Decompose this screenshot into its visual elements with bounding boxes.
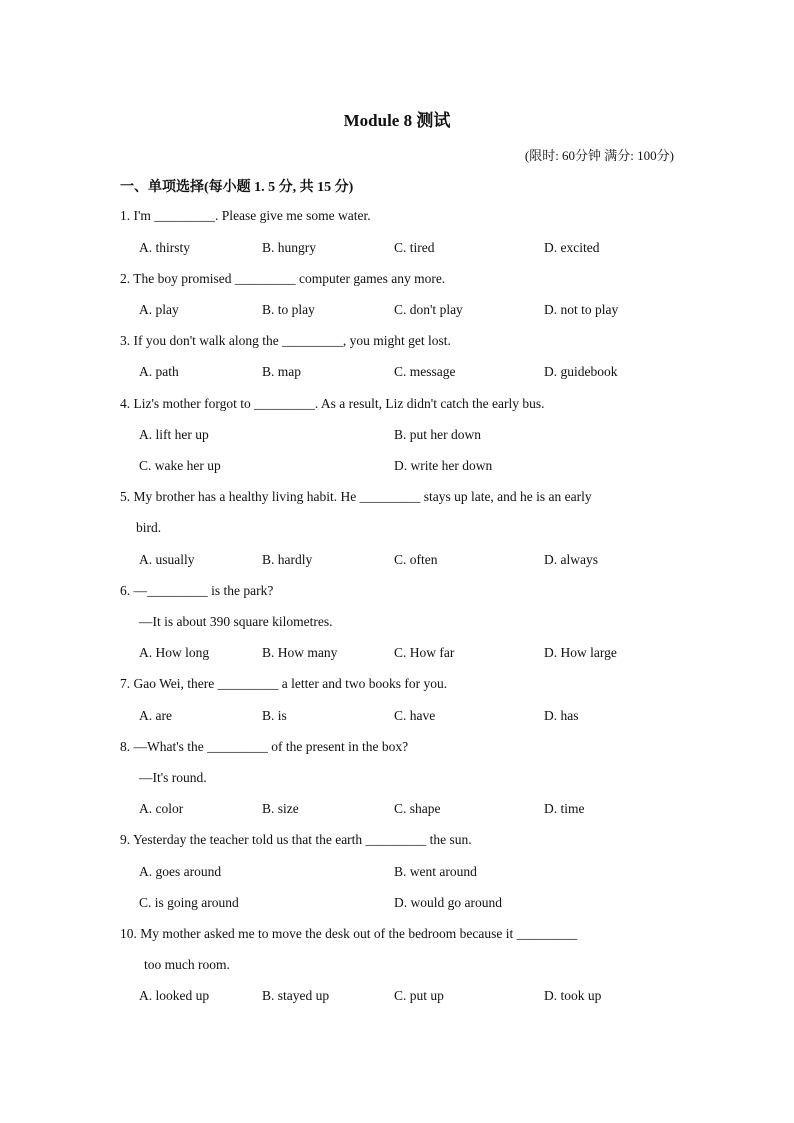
question-5-option-d: D. always [544, 552, 598, 567]
question-6-option-d: D. How large [544, 645, 617, 660]
question-6-reply: —It is about 390 square kilometres. [139, 614, 333, 629]
question-8-reply: —It's round. [139, 770, 207, 785]
question-3-stem: 3. If you don't walk along the _________, you might get lost. [120, 333, 451, 348]
question-8-option-c: C. shape [394, 801, 441, 816]
question-5-option-b: B. hardly [262, 552, 313, 567]
question-5-option-a: A. usually [139, 552, 195, 567]
question-2-option-b: B. to play [262, 302, 315, 317]
question-1-option-a: A. thirsty [139, 240, 191, 255]
question-1-option-c: C. tired [394, 240, 435, 255]
question-7-option-b: B. is [262, 708, 287, 723]
section-heading: 一、单项选择(每小题 1. 5 分, 共 15 分) [120, 180, 354, 195]
question-3-option-d: D. guidebook [544, 364, 618, 379]
question-8-option-d: D. time [544, 801, 585, 816]
question-6-option-b: B. How many [262, 645, 338, 660]
question-9-stem: 9. Yesterday the teacher told us that the earth _________ the sun. [120, 832, 472, 847]
question-2-stem: 2. The boy promised _________ computer games any more. [120, 271, 446, 286]
question-7-option-a: A. are [139, 708, 172, 723]
question-8-option-b: B. size [262, 801, 299, 816]
question-10-option-a: A. looked up [139, 988, 210, 1003]
question-4-option-a: A. lift her up [139, 427, 209, 442]
question-1-option-d: D. excited [544, 240, 600, 255]
question-9-option-d: D. would go around [394, 895, 502, 910]
question-5-stem-continued: bird. [136, 520, 162, 535]
question-7-option-c: C. have [394, 708, 436, 723]
question-9-option-b: B. went around [394, 864, 477, 879]
question-10-stem-continued: too much room. [144, 957, 230, 972]
question-2-option-d: D. not to play [544, 302, 619, 317]
question-1-option-b: B. hungry [262, 240, 316, 255]
question-6-stem: 6. —_________ is the park? [120, 583, 274, 598]
question-6-option-a: A. How long [139, 645, 210, 660]
question-8-option-a: A. color [139, 801, 184, 816]
question-2-option-a: A. play [139, 302, 179, 317]
question-8-stem: 8. —What's the _________ of the present in the box? [120, 739, 409, 754]
question-3-option-c: C. message [394, 364, 456, 379]
question-10-stem: 10. My mother asked me to move the desk out of the bedroom because it _________ [120, 926, 578, 941]
question-2-option-c: C. don't play [394, 302, 463, 317]
question-3-option-a: A. path [139, 364, 179, 379]
question-5-stem: 5. My brother has a healthy living habit. He _________ stays up late, and he is an early [120, 489, 592, 504]
question-3-option-b: B. map [262, 364, 301, 379]
page-title: Module 8 测试 [343, 111, 451, 130]
question-7-stem: 7. Gao Wei, there _________ a letter and two books for you. [120, 676, 448, 691]
question-9-option-c: C. is going around [139, 895, 239, 910]
question-10-option-c: C. put up [394, 988, 444, 1003]
question-4-option-c: C. wake her up [139, 458, 221, 473]
question-4-option-d: D. write her down [394, 458, 493, 473]
question-10-option-d: D. took up [544, 988, 602, 1003]
question-6-option-c: C. How far [394, 645, 455, 660]
question-4-stem: 4. Liz's mother forgot to _________. As a result, Liz didn't catch the early bus. [120, 396, 545, 411]
question-5-option-c: C. often [394, 552, 438, 567]
question-4-option-b: B. put her down [394, 427, 481, 442]
time-limit-score: (限时: 60分钟 满分: 100分) [524, 148, 674, 163]
question-7-option-d: D. has [544, 708, 579, 723]
question-10-option-b: B. stayed up [262, 988, 330, 1003]
question-9-option-a: A. goes around [139, 864, 222, 879]
question-1-stem: 1. I'm _________. Please give me some water. [120, 208, 371, 223]
